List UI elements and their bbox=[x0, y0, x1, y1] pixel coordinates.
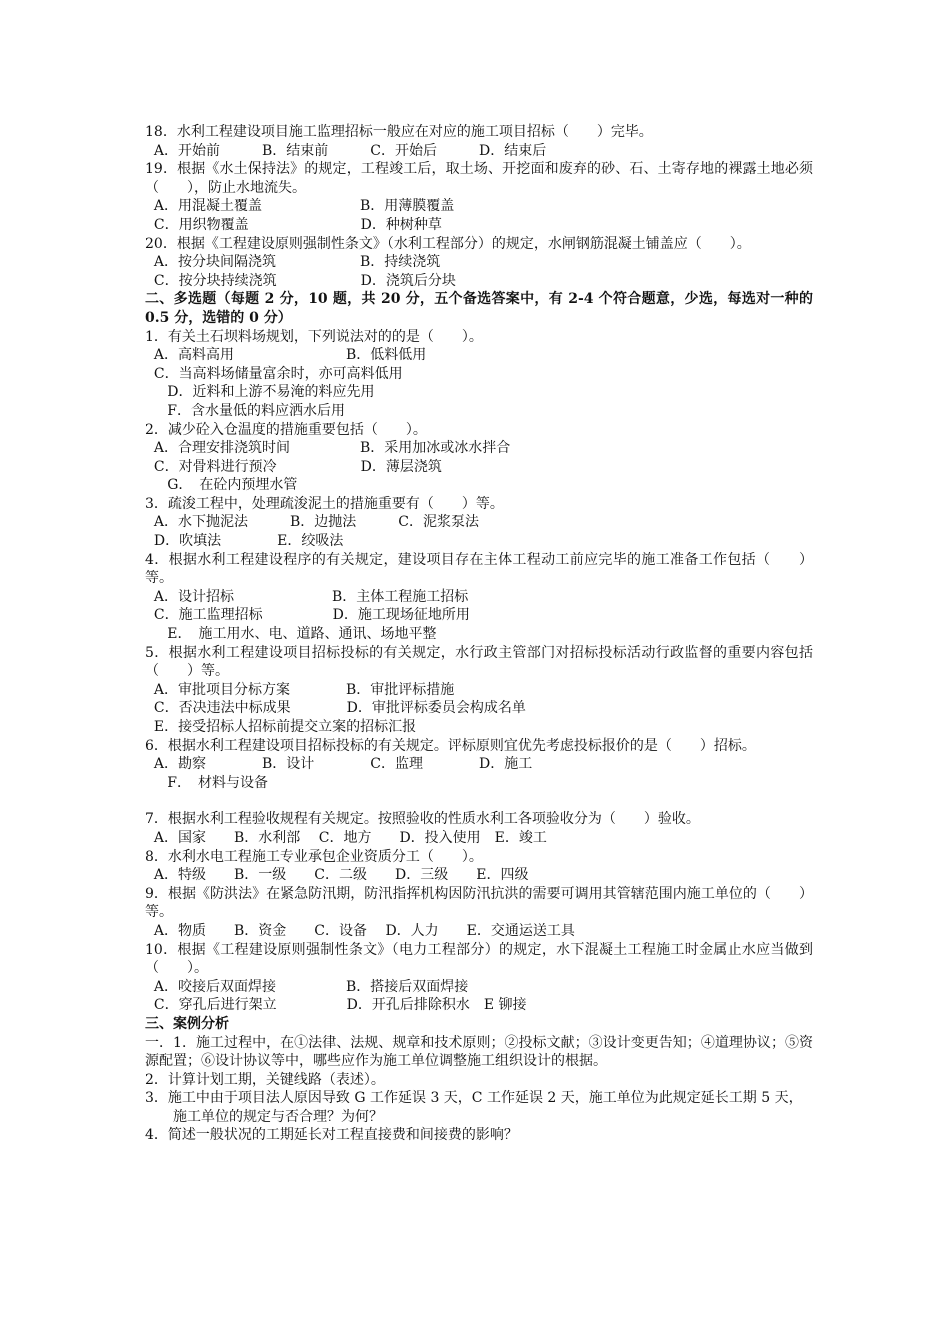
mc-options-2-g: G． 在砼内预埋水管 bbox=[145, 477, 298, 494]
section-heading-case-analysis: 三、案例分析 bbox=[145, 1015, 229, 1032]
mc-options-2-ab: A．合理安排浇筑时间 B．采用加冰或冰水拌合 bbox=[145, 440, 511, 457]
mc-options-1-f: F．含水量低的料应洒水后用 bbox=[145, 402, 345, 419]
case-question-1: 一．1．施工过程中，在①法律、法规、规章和技术原则；②投标文献；③设计变更告知；④道理协议；⑤资源配置；⑥设计协议等中，哪些应作为施工单位调整施工组织设计的根据。 bbox=[145, 1034, 813, 1070]
mc-options-10-ab: A．咬接后双面焊接 B．搭接后双面焊接 bbox=[145, 978, 469, 995]
document-page bbox=[145, 123, 818, 1145]
case-question-3: 3．施工中由于项目法人原因导致 G 工作延误 3 天，C 工作延误 2 天，施工单位为此规定延长工期 5 天，施工单位的规定与否合理？为何？ bbox=[145, 1090, 803, 1125]
mc-question-1: 1．有关土石坝料场规划，下列说法对的的是（ ）。 bbox=[145, 328, 483, 345]
mc-options-9: A．物质 B．资金 C．设备 D．人力 E．交通运送工具 bbox=[145, 922, 575, 939]
mc-question-6: 6．根据水利工程建设项目招标投标的有关规定。评标原则宜优先考虑投标报价的是（ ）招标。 bbox=[145, 737, 756, 754]
section-heading-multiple-choice: 二、多选题（每题 2 分，10 题，共 20 分，五个备选答案中，有 2-4 个符合题意，少选，每选对一种的 0.5 分，选错的 0 分） bbox=[145, 291, 818, 326]
options-20-ab: A．按分块间隔浇筑 B．持续浇筑 bbox=[145, 254, 441, 271]
mc-question-8: 8．水利水电工程施工专业承包企业资质分工（ ）。 bbox=[145, 848, 483, 865]
question-19: 19．根据《水土保持法》的规定，工程竣工后，取土场、开挖面和废弃的砂、石、土寄存地的裸露土地必须（ ），防止水地流失。 bbox=[145, 161, 813, 196]
mc-question-7: 7．根据水利工程验收规程有关规定。按照验收的性质水利工各项验收分为（ ）验收。 bbox=[145, 811, 700, 828]
options-19-cd: C．用织物覆盖 D．种树种草 bbox=[145, 216, 442, 233]
mc-options-1-ab: A．高料高用 B．低料低用 bbox=[145, 347, 427, 364]
mc-question-4: 4．根据水利工程建设程序的有关规定，建设项目存在主体工程动工前应完毕的施工准备工作包括（ ）等。 bbox=[145, 551, 813, 587]
mc-question-9: 9．根据《防洪法》在紧急防汛期，防汛指挥机构因防汛抗洪的需要可调用其管辖范围内施工单位的（ ）等。 bbox=[145, 885, 813, 921]
case-question-2: 2．计算计划工期，关键线路（表述）。 bbox=[145, 1071, 385, 1088]
mc-question-5: 5．根据水利工程建设项目招标投标的有关规定，水行政主管部门对招标投标活动行政监督的重要内容包括（ ）等。 bbox=[145, 644, 813, 680]
mc-question-10: 10．根据《工程建设原则强制性条文》（电力工程部分）的规定，水下混凝土工程施工时金属止水应当做到（ ）。 bbox=[145, 941, 813, 977]
options-19-ab: A．用混凝土覆盖 B．用薄膜覆盖 bbox=[145, 198, 455, 215]
mc-options-4-cd: C．施工监理招标 D．施工现场征地所用 bbox=[145, 607, 470, 624]
mc-options-1-c: C．当高料场储量富余时，亦可高料低用 bbox=[145, 365, 403, 382]
question-20: 20．根据《工程建设原则强制性条文》（水利工程部分）的规定，水闸钢筋混凝土铺盖应（ ）。 bbox=[145, 235, 751, 252]
case-question-4: 4．简述一般状况的工期延长对工程直接费和间接费的影响？ bbox=[145, 1127, 518, 1144]
question-18: 18．水利工程建设项目施工监理招标一般应在对应的施工项目招标（ ）完毕。 bbox=[145, 124, 653, 140]
mc-options-8: A．特级 B．一级 C．二级 D．三级 E．四级 bbox=[145, 867, 529, 884]
mc-options-4-e: E． 施工用水、电、道路、通讯、场地平整 bbox=[145, 626, 437, 643]
mc-options-7: A．国家 B．水利部 C．地方 D．投入使用 E．竣工 bbox=[145, 829, 547, 846]
blank-line bbox=[145, 792, 813, 810]
mc-options-1-d: D．近料和上游不易淹的料应先用 bbox=[145, 384, 375, 401]
options-18: A．开始前 B．结束前 C．开始后 D．结束后 bbox=[145, 142, 547, 159]
mc-options-5-ab: A．审批项目分标方案 B．审批评标措施 bbox=[145, 681, 455, 698]
mc-options-3-de: D．吹填法 E．绞吸法 bbox=[145, 533, 344, 550]
mc-question-2: 2．减少砼入仓温度的措施重要包括（ ）。 bbox=[145, 421, 427, 438]
mc-options-3-abc: A．水下抛泥法 B．边抛法 C．泥浆泵法 bbox=[145, 514, 480, 531]
mc-options-4-ab: A．设计招标 B．主体工程施工招标 bbox=[145, 588, 469, 605]
mc-options-5-e: E．接受招标人招标前提交立案的招标汇报 bbox=[145, 719, 417, 735]
mc-options-5-cd: C．否决违法中标成果 D．审批评标委员会构成名单 bbox=[145, 700, 526, 717]
mc-question-3: 3．疏浚工程中，处理疏浚泥土的措施重要有（ ）等。 bbox=[145, 495, 504, 512]
mc-options-6-f: F． 材料与设备 bbox=[145, 774, 268, 791]
mc-options-10-cde: C．穿孔后进行架立 D．开孔后排除积水 E 铆接 bbox=[145, 997, 527, 1014]
options-20-cd: C．按分块持续浇筑 D．浇筑后分块 bbox=[145, 272, 456, 289]
mc-options-6-abcd: A．勘察 B．设计 C．监理 D．施工 bbox=[145, 756, 533, 773]
mc-options-2-cd: C．对骨料进行预冷 D．薄层浇筑 bbox=[145, 458, 442, 475]
